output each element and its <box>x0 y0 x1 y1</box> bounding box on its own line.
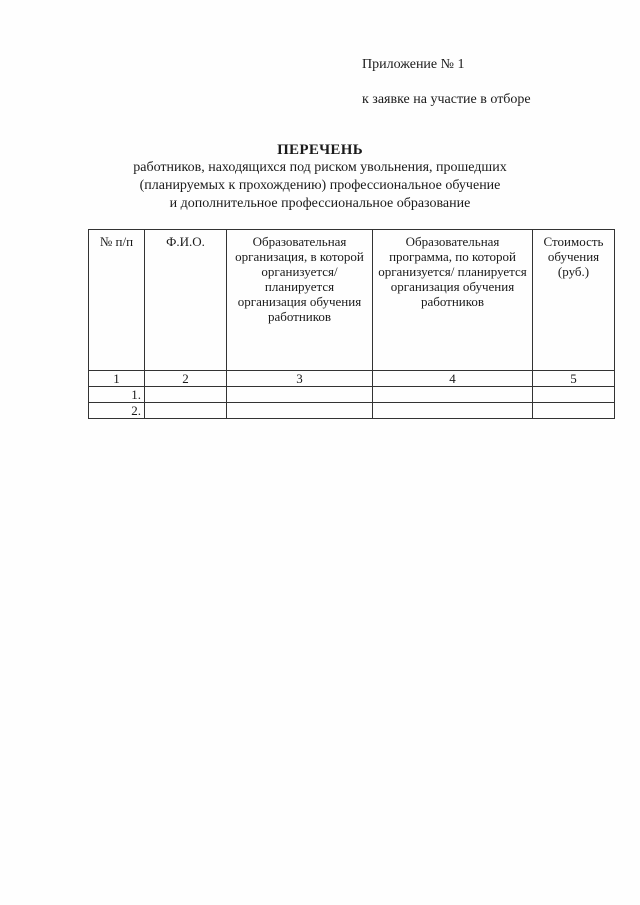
appendix-number: Приложение № 1 <box>362 57 465 72</box>
organization-cell <box>227 403 373 419</box>
column-number-row <box>89 371 615 387</box>
document-title: ПЕРЕЧЕНЬ <box>277 142 363 158</box>
program-cell <box>373 387 533 403</box>
cost-cell <box>533 387 615 403</box>
column-header-cost: Стоимость обучения (руб.) <box>533 230 615 371</box>
organization-cell <box>227 387 373 403</box>
document-subtitle-line-3: и дополнительное профессиональное образование <box>169 196 471 211</box>
document-subtitle-line-2: (планируемых к прохождению) профессиональное обучение <box>139 178 501 193</box>
column-header-full-name: Ф.И.О. <box>145 230 227 371</box>
program-cell <box>373 403 533 419</box>
row-number-cell: 2. <box>89 403 145 419</box>
column-header-number: № п/п <box>89 230 145 371</box>
title-block <box>100 141 540 213</box>
full-name-cell <box>145 387 227 403</box>
column-number-cell: 2 <box>145 371 227 387</box>
table-header-row <box>89 230 615 371</box>
column-number-cell: 3 <box>227 371 373 387</box>
employees-table <box>88 229 615 419</box>
column-header-educational-organization: Образовательная организация, в которой организуется/ планируется организация обучения работников <box>227 230 373 371</box>
appendix-reference: к заявке на участие в отборе <box>362 92 531 107</box>
column-number-cell: 5 <box>533 371 615 387</box>
table-row <box>89 387 615 403</box>
column-header-educational-program: Образовательная программа, по которой организуется/ планируется организация обучения работников <box>373 230 533 371</box>
row-number-cell: 1. <box>89 387 145 403</box>
column-number-cell: 4 <box>373 371 533 387</box>
table-row <box>89 403 615 419</box>
full-name-cell <box>145 403 227 419</box>
document-subtitle-line-1: работников, находящихся под риском увольнения, прошедших <box>133 160 507 175</box>
cost-cell <box>533 403 615 419</box>
column-number-cell: 1 <box>89 371 145 387</box>
